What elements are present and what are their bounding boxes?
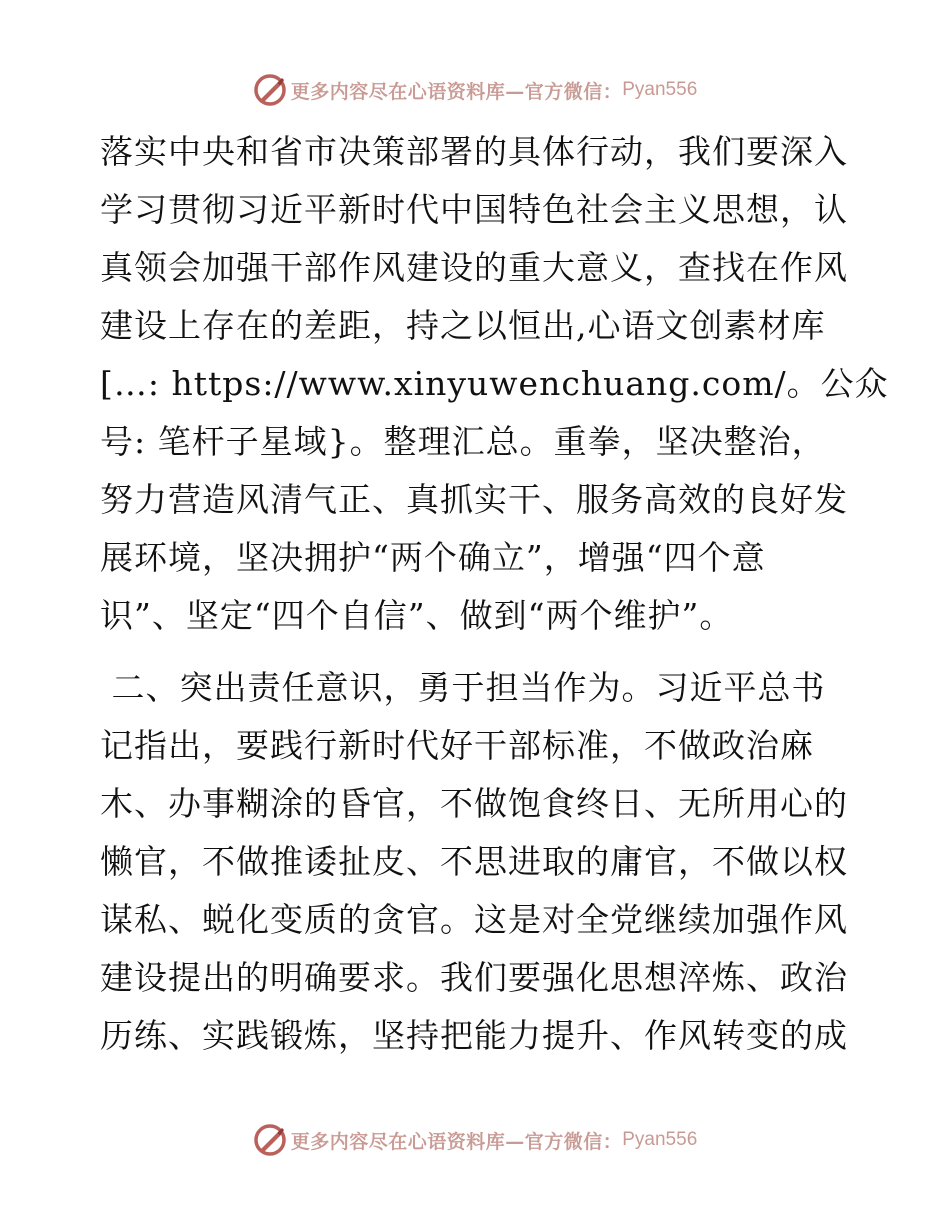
text-line: 努力营造风清气正、真抓实干、服务高效的良好发 — [100, 480, 848, 519]
footer-banner-contact: Pyan556 — [622, 1129, 698, 1150]
text-line: […: https://www.xinyuwenchuang.com/。公众 — [100, 364, 889, 403]
footer-banner — [0, 1120, 950, 1160]
header-banner-contact: Pyan556 — [622, 79, 698, 100]
text-line: 真领会加强干部作风建设的重大意义，查找在作风 — [100, 248, 848, 287]
header-banner-text: 更多内容尽在心语资料库—官方微信： — [290, 80, 623, 103]
paragraph-1 — [100, 123, 889, 645]
text-line: 学习贯彻习近平新时代中国特色社会主义思想，认 — [100, 190, 848, 229]
text-line: 号: 笔杆子星域}。整理汇总。重拳，坚决整治， — [100, 422, 826, 461]
brush-logo-icon — [253, 73, 287, 107]
text-line: 记指出，要践行新时代好干部标准，不做政治麻 — [100, 726, 814, 765]
text-line: 建设提出的明确要求。我们要强化思想淬炼、政治 — [100, 958, 848, 997]
document-body — [100, 123, 889, 1065]
footer-banner-text: 更多内容尽在心语资料库—官方微信： — [290, 1130, 623, 1153]
text-line: 历练、实践锻炼，坚持把能力提升、作风转变的成 — [100, 1016, 848, 1055]
text-line: 懒官，不做推诿扯皮、不思进取的庸官，不做以权 — [100, 842, 848, 881]
text-line: 谋私、蜕化变质的贪官。这是对全党继续加强作风 — [100, 900, 848, 939]
header-banner — [0, 70, 950, 110]
text-line: 建设上存在的差距，持之以恒出,心语文创素材库 — [100, 306, 826, 345]
text-line: 识”、坚定“四个自信”、做到“两个维护”。 — [100, 596, 734, 635]
brush-logo-icon — [253, 1123, 287, 1157]
text-line: 落实中央和省市决策部署的具体行动，我们要深入 — [100, 132, 848, 171]
paragraph-2 — [100, 659, 860, 1065]
text-line: 木、办事糊涂的昏官，不做饱食终日、无所用心的 — [100, 784, 848, 823]
paragraph-spacer — [100, 645, 860, 659]
text-line: 二、突出责任意识，勇于担当作为。习近平总书 — [100, 668, 826, 707]
text-line: 展环境，坚决拥护“两个确立”，增强“四个意 — [100, 538, 766, 577]
